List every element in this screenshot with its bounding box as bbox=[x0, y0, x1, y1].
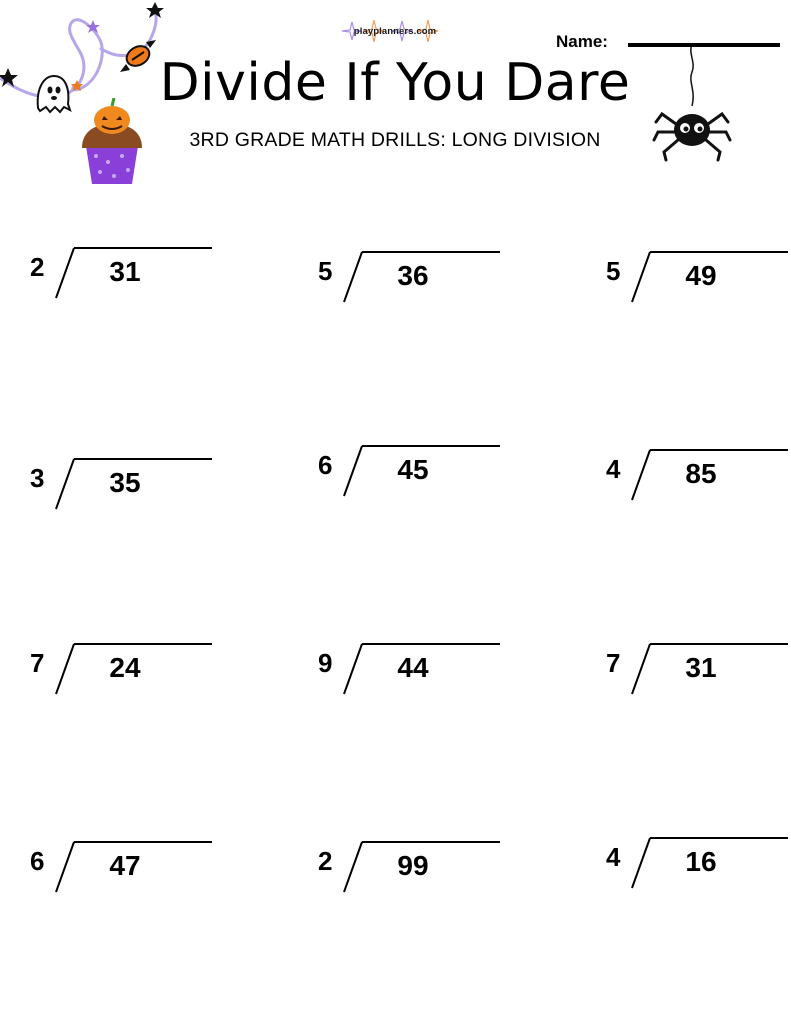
divisor: 5 bbox=[318, 256, 333, 286]
brand-logo bbox=[340, 20, 450, 42]
division-problem bbox=[606, 250, 791, 320]
divisor: 4 bbox=[606, 454, 621, 484]
dividend: 49 bbox=[685, 260, 717, 291]
dividend: 31 bbox=[109, 256, 141, 287]
dividend: 99 bbox=[397, 850, 429, 881]
divisor: 6 bbox=[318, 450, 333, 480]
division-problem bbox=[30, 457, 230, 527]
division-problem bbox=[606, 448, 791, 518]
dividend: 31 bbox=[685, 652, 717, 683]
division-problem bbox=[318, 642, 518, 712]
divisor: 4 bbox=[606, 842, 621, 872]
division-problem bbox=[30, 246, 230, 316]
dividend: 36 bbox=[397, 260, 429, 291]
division-problem bbox=[30, 642, 230, 712]
dividend: 85 bbox=[685, 458, 717, 489]
divisor: 3 bbox=[30, 463, 45, 493]
spider-icon bbox=[652, 44, 732, 162]
page-subtitle: 3RD GRADE MATH DRILLS: LONG DIVISION bbox=[189, 129, 601, 151]
dividend: 47 bbox=[109, 850, 141, 881]
dividend: 45 bbox=[397, 454, 429, 485]
dividend: 44 bbox=[397, 652, 429, 683]
division-problem bbox=[318, 840, 518, 910]
brand-text: playplanners.com bbox=[353, 25, 437, 37]
divisor: 2 bbox=[318, 846, 333, 876]
ghost-icon bbox=[38, 76, 70, 112]
division-problem bbox=[318, 250, 518, 320]
cupcake-icon bbox=[80, 98, 144, 186]
division-problem bbox=[30, 840, 230, 910]
divisor: 7 bbox=[606, 648, 621, 678]
division-problem bbox=[606, 836, 791, 906]
dividend: 35 bbox=[109, 467, 141, 498]
divisor: 5 bbox=[606, 256, 621, 286]
divisor: 2 bbox=[30, 252, 45, 282]
division-problem bbox=[318, 444, 518, 514]
dividend: 24 bbox=[109, 652, 141, 683]
dividend: 16 bbox=[685, 846, 717, 877]
division-problem bbox=[606, 642, 791, 712]
name-label: Name: bbox=[556, 32, 608, 51]
divisor: 7 bbox=[30, 648, 45, 678]
divisor: 9 bbox=[318, 648, 333, 678]
divisor: 6 bbox=[30, 846, 45, 876]
page-title: Divide If You Dare bbox=[159, 53, 631, 113]
name-line-field[interactable] bbox=[628, 43, 780, 47]
